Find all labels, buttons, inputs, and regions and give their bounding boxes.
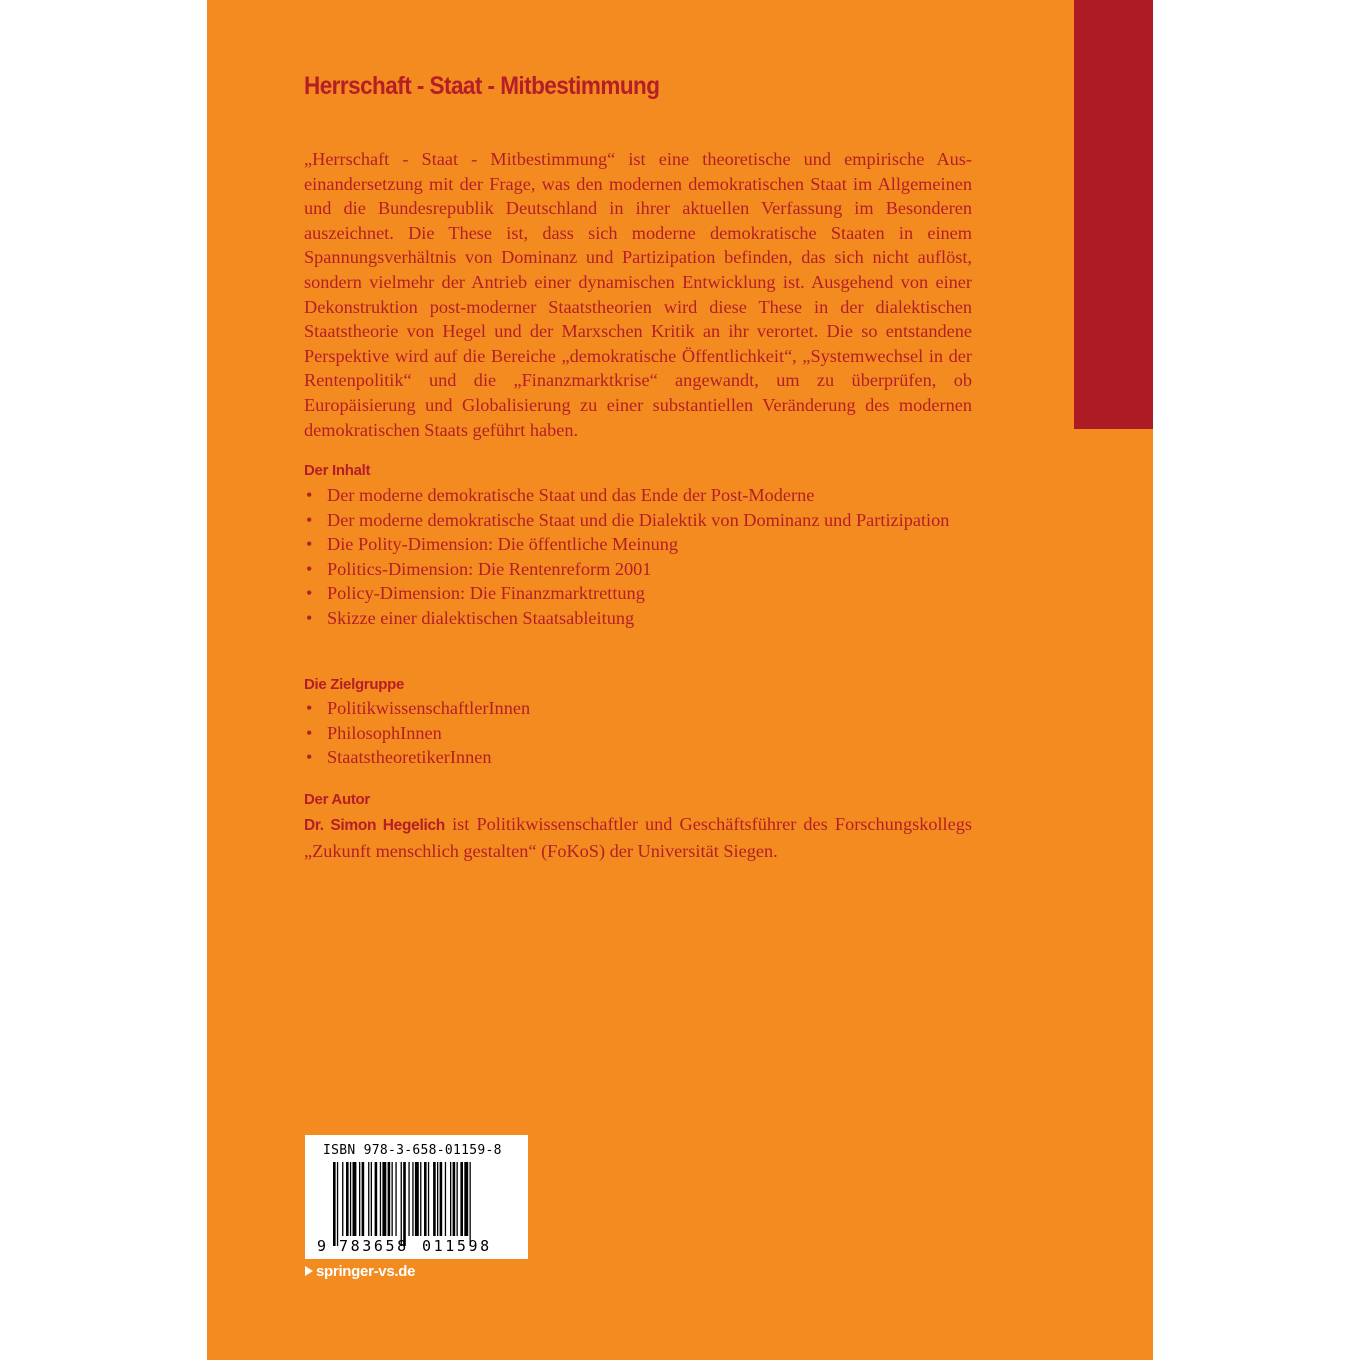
list-item: • PhilosophInnen xyxy=(304,721,972,746)
ean-digits-right: 011598 xyxy=(422,1237,492,1255)
barcode-bar xyxy=(424,1162,427,1236)
list-item: • PolitikwissenschaftlerInnen xyxy=(304,696,972,721)
barcode-bar xyxy=(368,1162,369,1236)
bullet-icon: • xyxy=(306,583,313,604)
bullet-icon: • xyxy=(306,485,313,505)
ean-digit-first: 9 xyxy=(317,1237,327,1255)
blurb-text: „Herrschaft - Staat - Mitbestimmung“ ist eine theoretische und empirische Auseinandersetzung mit der Frage, was den modernen demokratischen Staat im Allgemeinen und die Bundesrepublik Deutschland in ihrer aktuellen Verfassung im Besonderen auszeichnet. Die These ist, dass sich moderne demokratische Staaten in einem Spannungsverhältnis von Dominanz und Partizipation befinden, das sich nicht auflöst, sondern vielmehr der Antrieb einer dynamischen Entwicklung ist. Ausgehend von einer Dekonstruktion post-moderner Staatstheorien wird diese These in der dialektischen Staatstheorie von Hegel und der Marxschen Kritik an ihr verortet. Die so entstandene Perspektive wird auf die Bereiche „demokratische Öffentlichkeit“, „Systemwechsel in der Rentenpolitik“ und die „Finanzmarktkrise“ angewandt, um zu überprüfen, ob Europäisierung und Globalisierung zu einer substantiellen Veränderung des modernen demokratischen Staats geführt haben. xyxy=(304,149,972,440)
isbn-label: ISBN 978-3-658-01159-8 xyxy=(323,1143,502,1158)
barcode-bar xyxy=(382,1162,386,1236)
barcode-bar xyxy=(375,1162,378,1236)
bullet-icon: • xyxy=(306,509,313,530)
list-item: • Der moderne demokratische Staat und die Dialektik von Dominanz und Partizipation xyxy=(304,508,972,533)
barcode-bar xyxy=(380,1162,381,1236)
barcode-bar xyxy=(412,1162,413,1236)
list-item: • Die Polity-Dimension: Die öffentliche Meinung xyxy=(304,532,972,557)
website-label: springer-vs.de xyxy=(316,1263,416,1280)
arrow-right-icon xyxy=(305,1266,313,1276)
barcode-bar xyxy=(428,1162,429,1236)
barcode-bar xyxy=(395,1162,396,1236)
autor-heading: Der Autor xyxy=(304,791,370,808)
bullet-icon: • xyxy=(306,558,313,579)
barcode-bar xyxy=(353,1162,357,1236)
inhalt-list xyxy=(304,483,972,631)
barcode-bar xyxy=(450,1162,451,1236)
accent-band xyxy=(1074,0,1153,429)
barcode-bar xyxy=(415,1162,419,1236)
zielgruppe-list xyxy=(304,696,972,770)
barcode-bar xyxy=(350,1162,351,1236)
barcode-bar xyxy=(470,1162,471,1246)
barcode-bar xyxy=(388,1162,391,1236)
inhalt-heading: Der Inhalt xyxy=(304,462,371,479)
barcode-bar xyxy=(337,1162,338,1246)
barcode-bar xyxy=(420,1162,421,1236)
bullet-icon: • xyxy=(306,722,313,743)
barcode-bar xyxy=(433,1162,436,1236)
publisher-website[interactable] xyxy=(305,1263,415,1280)
barcode-bar xyxy=(460,1162,463,1236)
barcode-bar xyxy=(362,1162,365,1236)
book-title: Herrschaft - Staat - Mitbestimmung xyxy=(304,72,660,100)
barcode-bar xyxy=(401,1162,402,1246)
barcode-bar xyxy=(453,1162,456,1236)
list-item: • StaatstheoretikerInnen xyxy=(304,745,972,770)
barcode-bar xyxy=(392,1162,393,1236)
barcode-bar xyxy=(342,1162,343,1236)
barcode-bar xyxy=(333,1162,336,1246)
bullet-icon: • xyxy=(306,534,313,555)
barcode-bar xyxy=(464,1162,468,1236)
list-item: • Skizze einer dialektischen Staatsableitung xyxy=(304,606,972,631)
barcode-bar xyxy=(359,1162,360,1236)
author-name: Dr. Simon Hegelich xyxy=(304,817,445,834)
barcode-bar xyxy=(346,1162,349,1236)
barcode-bar xyxy=(445,1162,446,1236)
ean-digits-left: 783658 xyxy=(339,1237,409,1255)
author-bio xyxy=(304,812,972,863)
bullet-icon: • xyxy=(306,698,313,718)
zielgruppe-heading: Die Zielgruppe xyxy=(304,676,404,693)
isbn-barcode xyxy=(305,1135,528,1259)
bullet-icon: • xyxy=(306,607,313,628)
barcode-bar xyxy=(408,1162,409,1236)
list-item: • Politics-Dimension: Die Rentenreform 2001 xyxy=(304,557,972,582)
barcode-bar xyxy=(440,1162,443,1236)
author-description: ist Politikwissenschaftler und Geschäftsführer des Forschungskollegs „Zukunft menschlich gestalten“ (FoKoS) der Universität Siegen. xyxy=(304,814,973,861)
barcode-bar xyxy=(457,1162,458,1236)
barcode-bar xyxy=(371,1162,372,1236)
bullet-icon: • xyxy=(306,747,313,768)
barcode-bars xyxy=(333,1162,509,1246)
blurb xyxy=(304,147,972,442)
barcode-bar xyxy=(437,1162,438,1236)
list-item: • Der moderne demokratische Staat und das Ende der Post-Moderne xyxy=(304,483,972,508)
list-item: • Policy-Dimension: Die Finanzmarktrettung xyxy=(304,581,972,606)
barcode-bar xyxy=(403,1162,406,1246)
